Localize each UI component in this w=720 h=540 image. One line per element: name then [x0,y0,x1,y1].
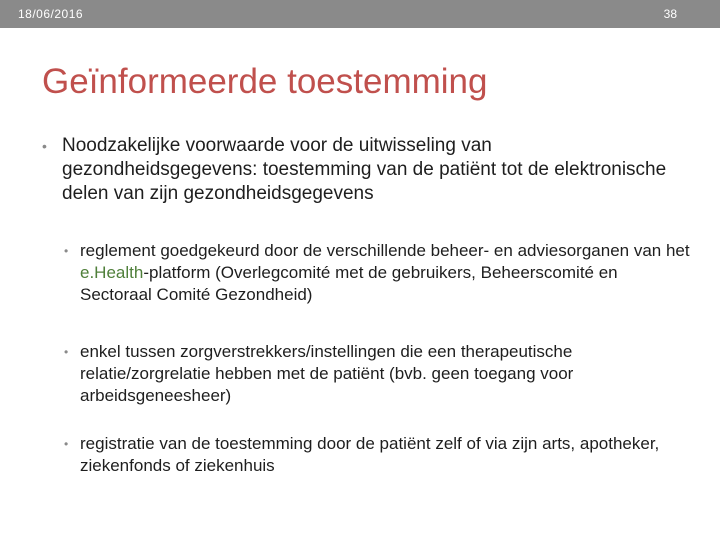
sub-bullet-text: enkel tussen zorgverstrekkers/instellingen die een therapeutische relatie/zorgrelatie hebben met de patiënt (bvb. geen toegang voor arbeidsgeneesheer) [80,342,574,405]
sub-bullet-1 [64,240,694,306]
header-bar [0,0,720,28]
bullet-icon: • [64,244,69,258]
sub-bullet-3 [64,433,694,477]
bullet-icon: • [64,345,69,359]
sub-bullet-text [64,240,694,306]
sub-bullet-text: registratie van de toestemming door de patiënt zelf of via zijn arts, apotheker, ziekenfonds of ziekenhuis [80,434,660,475]
sub-bullet-text-part: reglement goedgekeurd door de verschillende beheer- en adviesorganen van het [80,241,690,260]
slide-number: 38 [663,7,677,21]
ehealth-highlight: e.Health [80,263,144,282]
main-bullet [42,134,692,206]
main-bullet-text: Noodzakelijke voorwaarde voor de uitwisseling van gezondheidsgegevens: toestemming van de patiënt tot de elektronische delen van zijn gezondheidsgegevens [62,135,667,204]
sub-bullet-2 [64,341,694,407]
bullet-icon: • [42,138,47,154]
sub-bullet-text-part: -platform (Overlegcomité met de gebruikers, Beheerscomité en Sectoraal Comité Gezondheid) [80,263,618,304]
slide-title: Geïnformeerde toestemming [42,62,488,101]
slide-date: 18/06/2016 [18,7,84,21]
bullet-icon: • [64,437,69,451]
